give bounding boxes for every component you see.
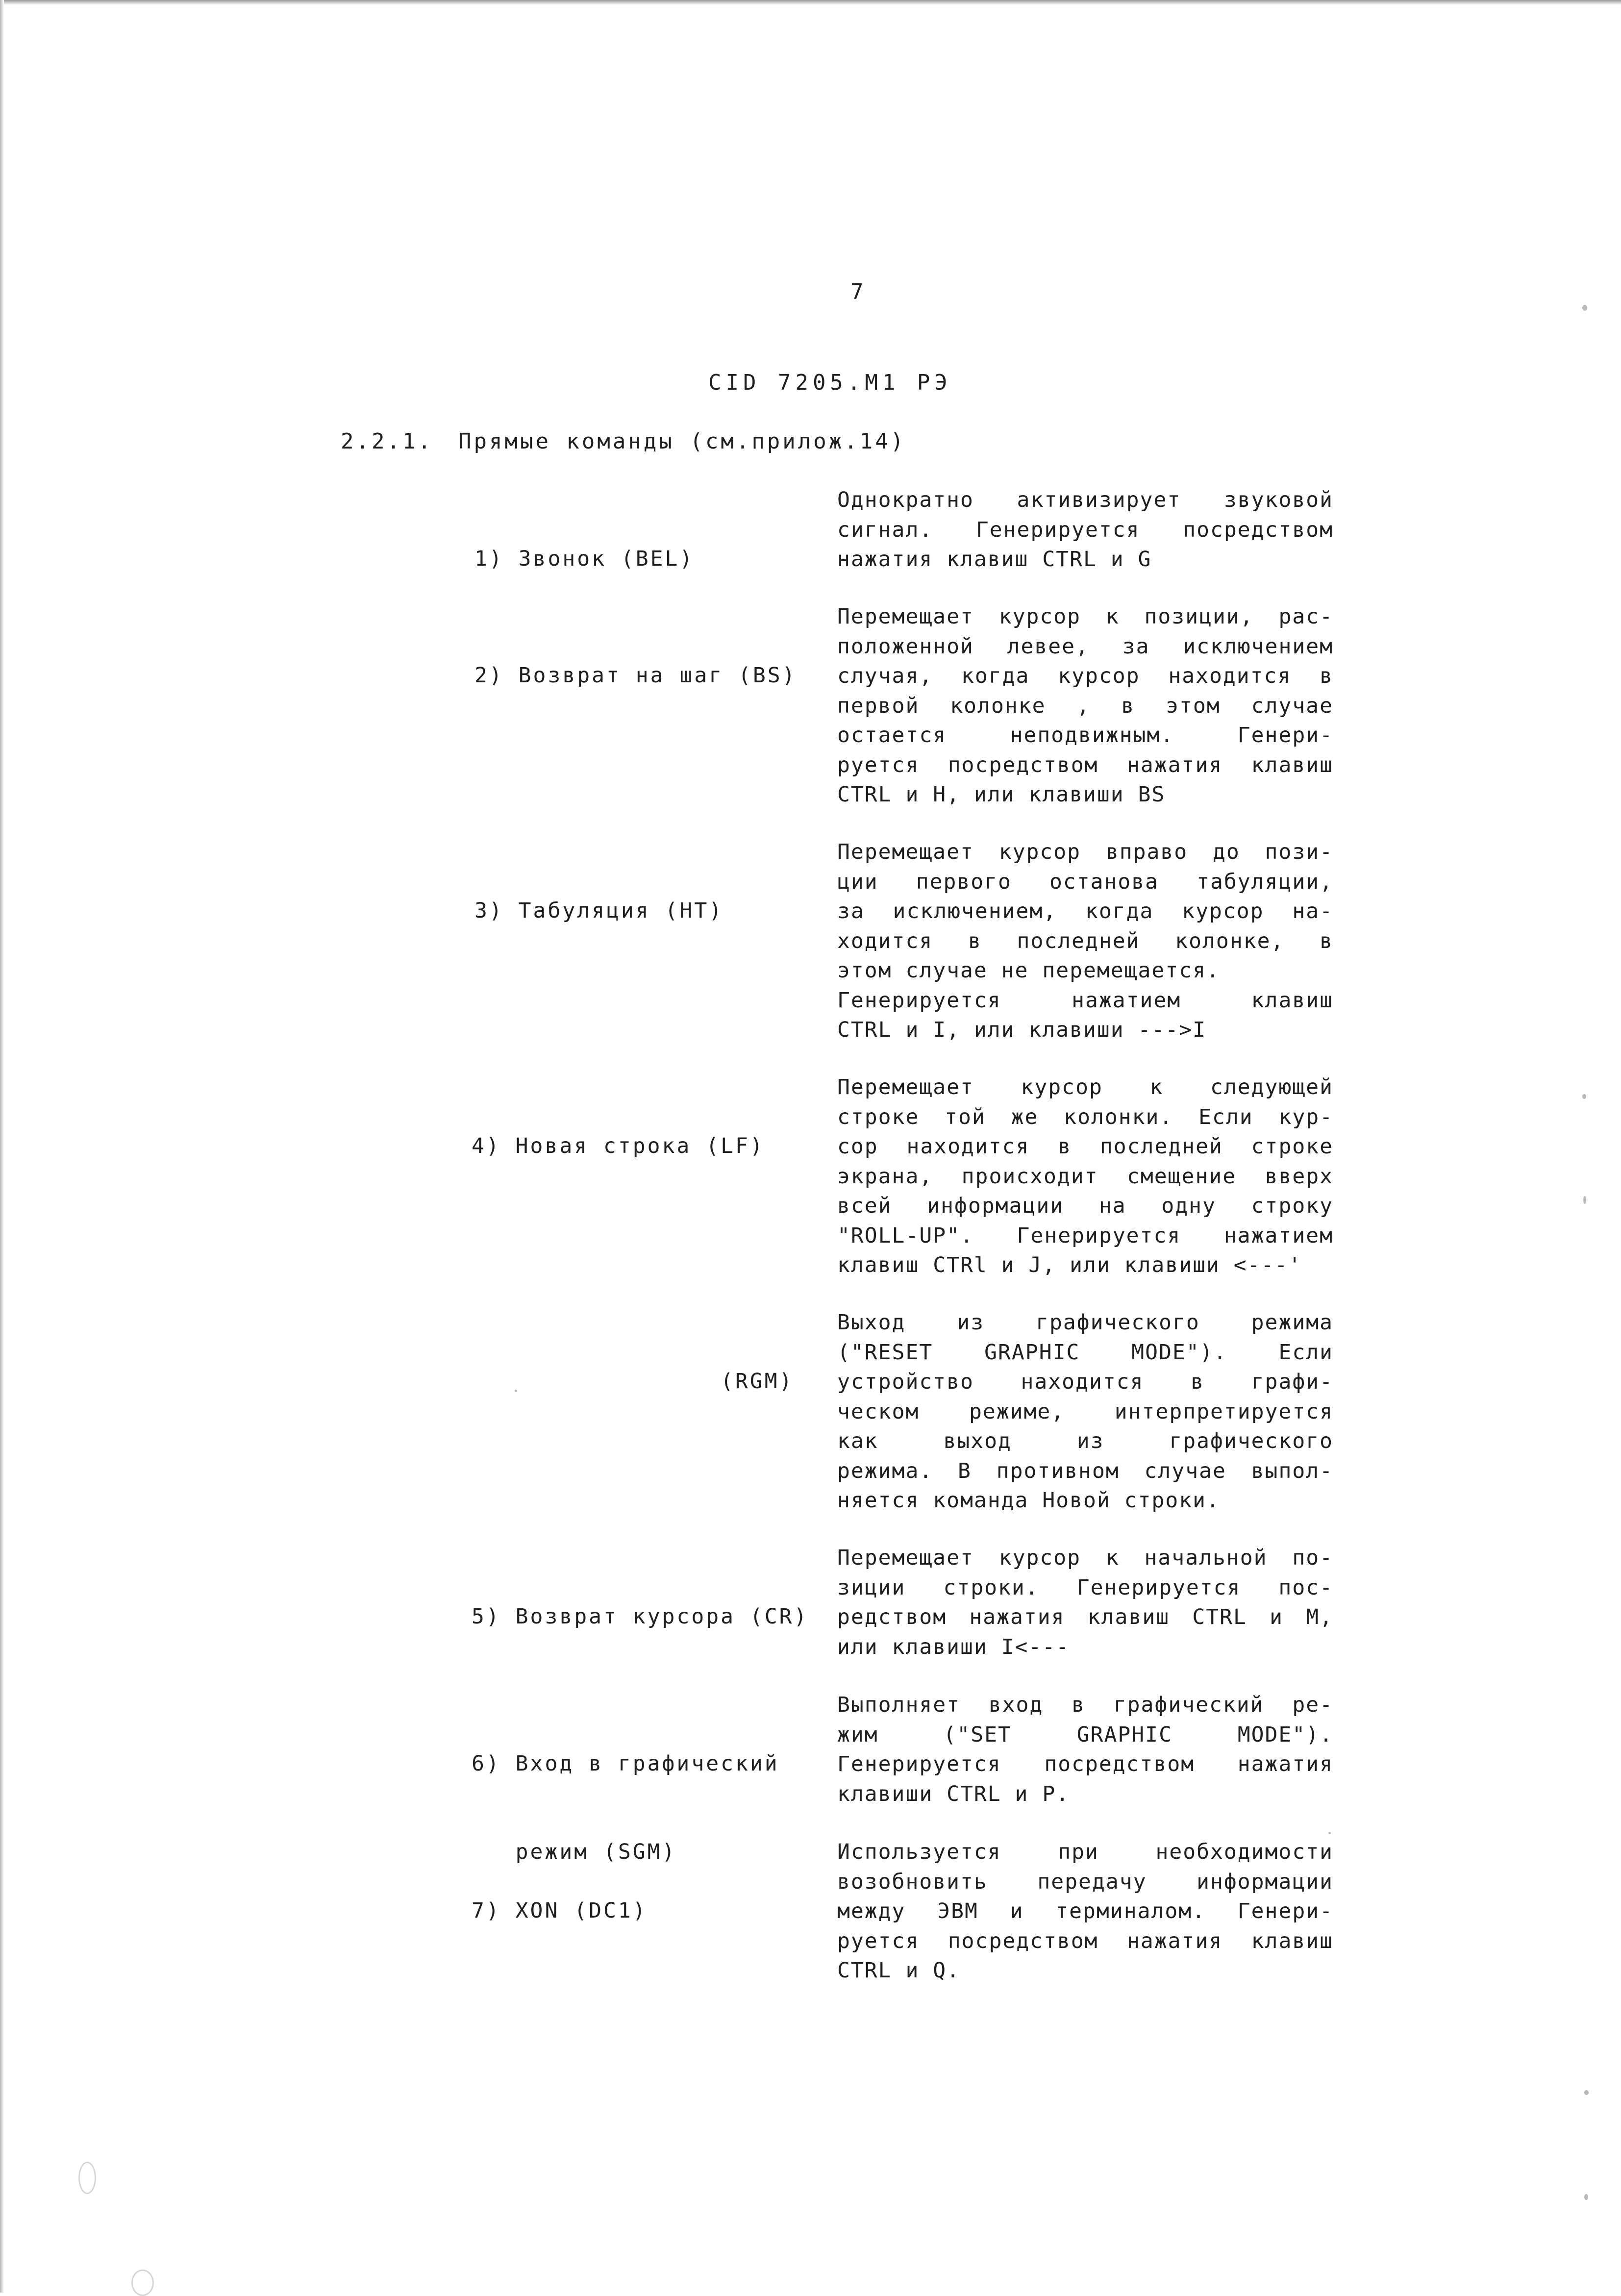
command-label [474,485,694,603]
description-line: CTRL и I, или клавиши --->I [837,1018,1206,1042]
section-number: 2.2.1. [341,429,433,454]
command-label-line: 6) Вход в графический [472,1751,779,1776]
description-line: Генерируется посредством нажатия [837,1752,1333,1776]
command-label [474,602,797,720]
description-line: устройство находится в графи- [837,1370,1333,1394]
command-label-line: (RGM) [721,1369,794,1394]
description-line: зиции строки. Генерируется пос- [837,1575,1333,1600]
command-label [472,1837,648,1955]
document-code: CID 7205.M1 РЭ [708,370,952,395]
description-line: ("RESET GRAPHIC MODE"). Если [837,1340,1333,1365]
description-line: сигнал. Генерируется посредством [837,517,1333,542]
command-description [837,602,1333,810]
command-label [474,837,723,955]
description-line: сор находится в последней строке [837,1134,1333,1159]
description-line: Перемещает курсор вправо до пози- [837,840,1333,864]
description-line: между ЭВМ и терминалом. Генери- [837,1899,1333,1923]
description-line: CTRL и Q. [837,1958,960,1983]
page-number: 7 [850,279,865,304]
command-label-line: 7) XON (DC1) [472,1898,648,1923]
description-line: Выход из графического режима [837,1310,1333,1335]
command-description [837,1543,1333,1662]
description-line: клавиш CTRl и J, или клавиши <---' [837,1253,1302,1277]
description-line: няется команда Новой строки. [837,1488,1220,1513]
description-line: нажатия клавиш CTRL и G [837,547,1152,572]
description-line: экрана, происходит смещение вверх [837,1164,1333,1189]
description-line: остается неподвижным. Генери- [837,723,1333,748]
description-line: ции первого останова табуляции, [837,869,1333,894]
description-line: ходится в последней колонке, в [837,928,1333,953]
scan-speck [1582,305,1587,311]
command-label [472,1543,808,1661]
command-description [837,1073,1333,1280]
description-line: жим ("SET GRAPHIC MODE"). [837,1722,1333,1747]
description-line: строке той же колонки. Если кур- [837,1104,1333,1129]
description-line: Перемещает курсор к позиции, рас- [837,604,1333,629]
scan-top-edge [0,0,1621,5]
description-line: первой колонке , в этом случае [837,693,1333,718]
description-line: случая, когда курсор находится в [837,664,1333,688]
description-line: Однократно активизирует звуковой [837,488,1333,512]
command-label-line: 4) Новая строка (LF) [472,1134,765,1158]
section-heading [341,429,906,454]
command-label [472,1073,765,1190]
command-label-line: 2) Возврат на шаг (BS) [474,663,797,688]
command-label-line: 5) Возврат курсора (CR) [472,1604,809,1629]
description-line: возобновить передачу информации [837,1869,1333,1894]
description-line: редством нажатия клавиш CTRL и M, [837,1605,1333,1629]
description-line: положенной левее, за исключением [837,634,1333,659]
command-label-line: 3) Табуляция (HT) [474,898,724,923]
scan-speck [1328,1832,1331,1834]
scan-speck [515,1390,517,1392]
description-line: Перемещает курсор к начальной по- [837,1546,1333,1570]
description-line: Генерируется нажатием клавиш [837,988,1333,1013]
description-line: руется посредством нажатия клавиш [837,752,1333,777]
command-label-line: 1) Звонок (BEL) [474,547,695,571]
command-description [837,485,1333,574]
scan-speck [1582,1094,1586,1099]
description-line: Выполняет вход в графический ре- [837,1693,1333,1717]
command-description [837,1308,1333,1516]
description-line: Используется при необходимости [837,1840,1333,1864]
scan-speck [1584,2090,1589,2095]
description-line: или клавиши I<--- [837,1634,1070,1659]
command-label-line: режим (SGM) [472,1840,677,1864]
scan-speck [1583,1196,1586,1204]
description-line: "ROLL-UP". Генерируется нажатием [837,1223,1333,1248]
command-description [837,1837,1333,1986]
scan-hole-mark [131,2270,154,2296]
command-description [837,837,1333,1045]
description-line: клавиши CTRL и P. [837,1781,1070,1806]
command-description [837,1690,1333,1809]
section-title: Прямые команды (см.прилож.14) [458,429,906,454]
description-line: CTRL и H, или клавиши BS [837,782,1166,807]
scan-left-edge [0,0,4,2293]
description-line: Перемещает курсор к следующей [837,1075,1333,1099]
description-line: всей информации на одну строку [837,1194,1333,1218]
scan-speck [1584,2194,1588,2200]
description-line: ческом режиме, интерпретируется [837,1399,1333,1424]
description-line: за исключением, когда курсор на- [837,899,1333,923]
scan-hole-mark [78,2162,96,2194]
description-line: этом случае не перемещается. [837,958,1220,983]
description-line: режима. В противном случае выпол- [837,1458,1333,1483]
description-line: руется посредством нажатия клавиш [837,1928,1333,1953]
description-line: как выход из графического [837,1429,1333,1453]
command-label [721,1308,794,1425]
